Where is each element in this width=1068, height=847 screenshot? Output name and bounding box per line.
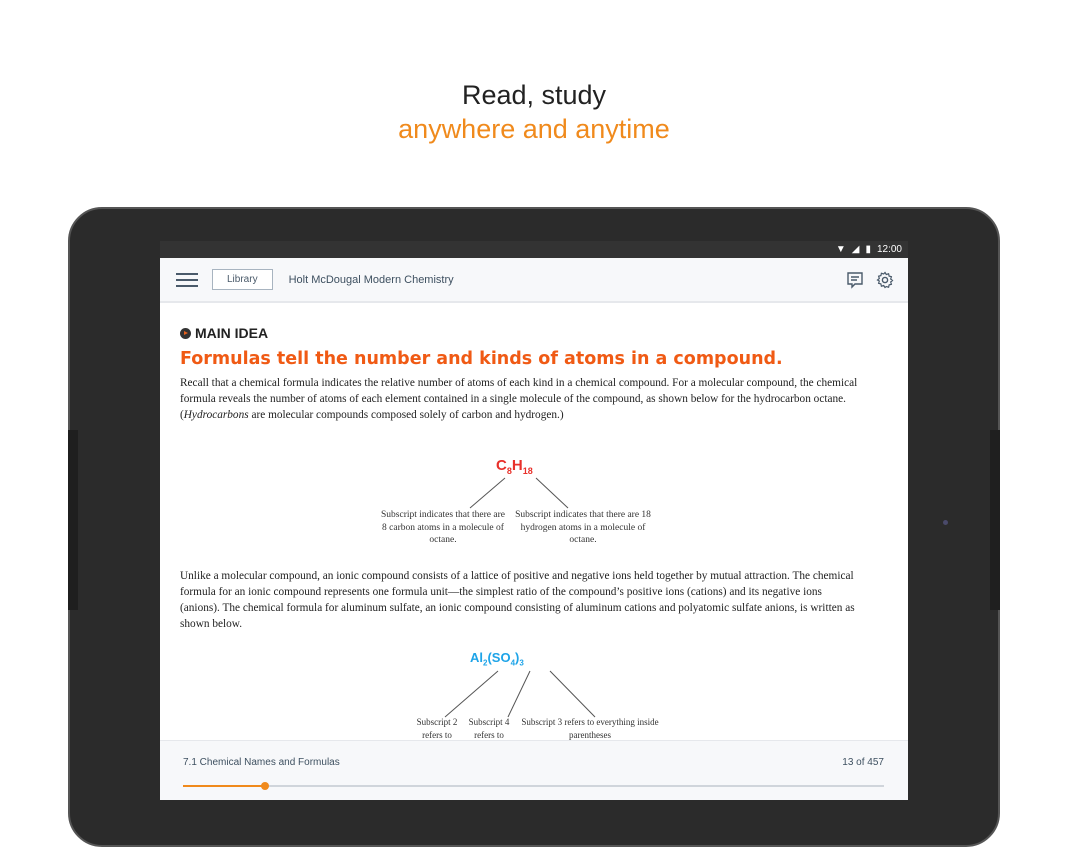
slider-thumb[interactable]: [261, 782, 269, 790]
paragraph: [180, 375, 860, 423]
play-icon[interactable]: [180, 328, 191, 339]
para-em: Hydrocarbons: [183, 409, 249, 421]
chapter-label[interactable]: 7.1 Chemical Names and Formulas: [183, 757, 340, 768]
main-idea-label: [180, 325, 888, 341]
status-bar: [160, 241, 908, 258]
octane-note-right: Subscript indicates that there are 18 hydrogen atoms in a molecule of octane.: [515, 510, 651, 545]
sulfate-note-1: Subscript 2 refers to: [416, 717, 458, 740]
battery-icon: ▮: [865, 244, 871, 255]
promo-title: Read, study: [461, 80, 607, 110]
book-title: Holt McDougal Modern Chemistry: [288, 273, 454, 286]
camera: [943, 520, 948, 525]
slider-fill: [183, 785, 265, 787]
connector-lines: [180, 423, 880, 573]
library-button[interactable]: Library: [212, 269, 273, 290]
octane-note-left: Subscript indicates that there are 8 carbon atoms in a molecule of octane.: [381, 510, 505, 545]
tablet-edge: [68, 430, 78, 610]
paragraph: Unlike a molecular compound, an ionic compound consists of a lattice of positive and negative ions held together by mutual attraction. The chemical formula for an ionic compound represents one formula unit—the simplest ratio of the compound’s positive ions (cations) and its negative ions (anions). The chemical formula for aluminum sulfate, an ionic compound consisting of aluminum cations and polyatomic sulfate anions, is written as shown below.: [180, 570, 855, 630]
sulfate-note-3: Subscript 3 refers to everything inside parentheses: [521, 717, 659, 740]
wifi-icon: ▼: [835, 244, 846, 255]
para-text: Recall that a chemical formula indicates the relative number of atoms of each kind in a chemical compound. For a molecular compound, the chemical formula reveals the number of atoms of each element contained in a single molecule of the compound, as shown below for the hydrocarbon octane. (: [180, 377, 858, 421]
app-bar: [160, 258, 908, 303]
main-idea-text: MAIN IDEA: [195, 325, 269, 341]
reader-footer: [160, 740, 908, 800]
clock: 12:00: [876, 244, 902, 255]
page-slider[interactable]: [183, 785, 884, 787]
screen: [160, 241, 908, 800]
reader-content: [160, 303, 908, 782]
signal-icon: ◢: [851, 244, 860, 255]
sulfate-formula: $Al_2(SO_4)_3$: [470, 650, 524, 668]
promo-subtitle: anywhere and anytime: [398, 114, 670, 144]
menu-icon[interactable]: [176, 273, 198, 287]
settings-icon[interactable]: [876, 271, 894, 289]
page-indicator: 13 of 457: [842, 757, 884, 768]
octane-diagram: [180, 423, 888, 573]
tablet-edge: [990, 430, 1000, 610]
notes-icon[interactable]: [846, 271, 864, 289]
para-text: are molecular compounds composed solely of carbon and hydrogen.): [248, 409, 564, 421]
sulfate-note-2: Subscript 4 refers to: [468, 717, 510, 740]
octane-formula: $C_8H_{18}$: [496, 457, 533, 476]
section-heading: Formulas tell the number and kinds of atoms in a compound.: [180, 349, 783, 369]
